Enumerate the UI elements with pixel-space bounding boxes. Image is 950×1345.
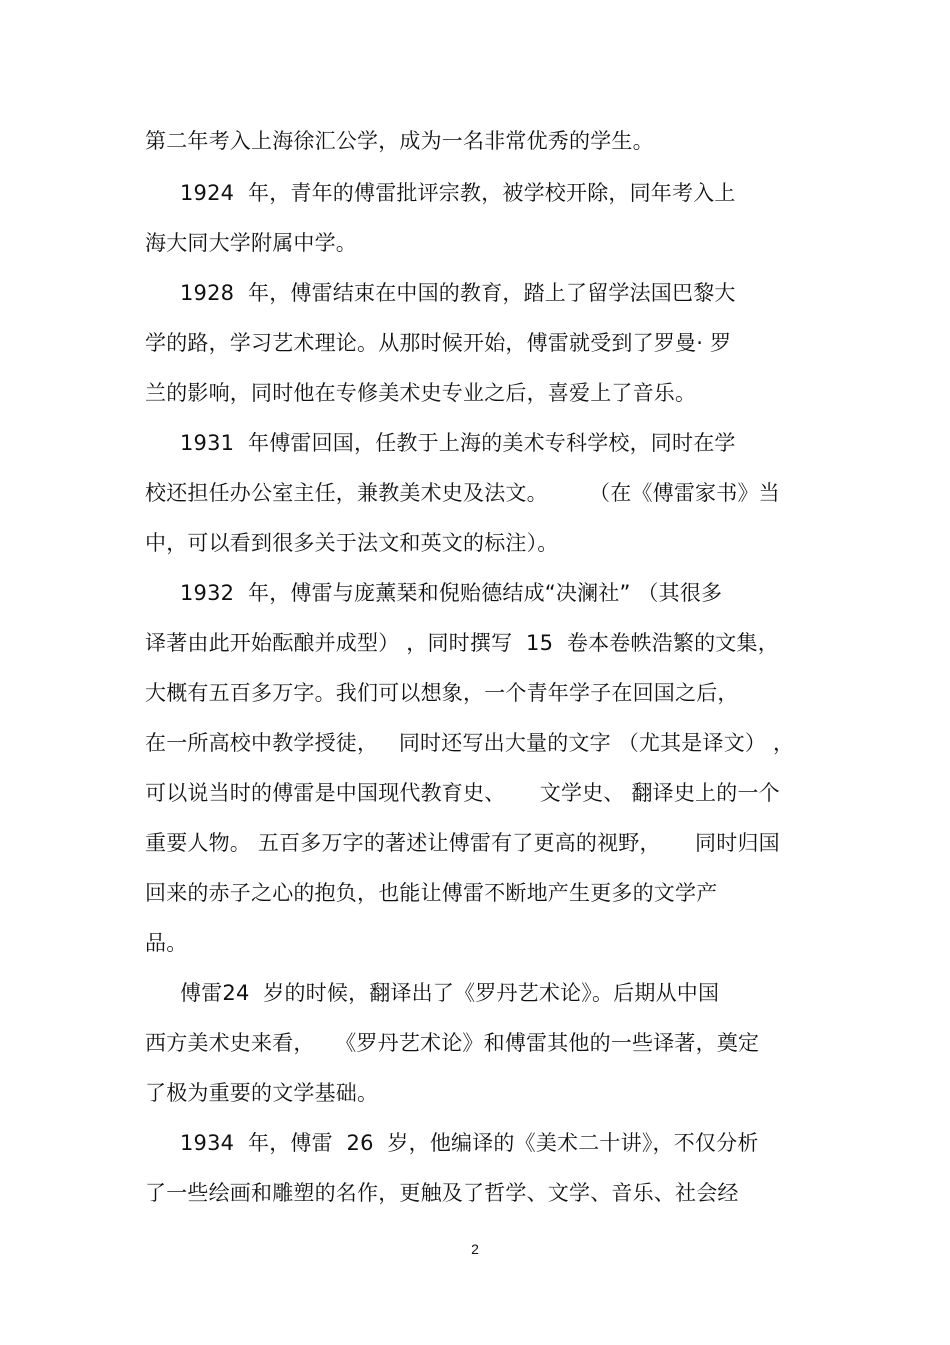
text-line: 1934 年，傅雷 26 岁，他编译的《美术二十讲》，不仅分析 [180,1131,759,1155]
text-line: 校还担任办公室主任，兼教美术史及法文。 （在《傅雷家书》当 [145,481,780,505]
text-line: 中，可以看到很多关于法文和英文的标注）。 [145,531,559,555]
text-line: 了极为重要的文学基础。 [145,1081,379,1105]
text-line: 兰的影响，同时他在专修美术史专业之后，喜爱上了音乐。 [145,381,697,405]
text-line: 1924 年，青年的傅雷批评宗教，被学校开除，同年考入上 [180,181,736,205]
text-line: 译著由此开始酝酿并成型） ，同时撰写 15 卷本卷帙浩繁的文集， [145,631,779,655]
text-line: 1932 年，傅雷与庞薰琹和倪贻德结成“决澜社” （其很多 [180,581,723,605]
text-line: 可以说当时的傅雷是中国现代教育史、 文学史、 翻译史上的一个 [145,781,780,805]
text-line: 1928 年，傅雷结束在中国的教育，踏上了留学法国巴黎大 [180,281,736,305]
text-line: 大概有五百多万字。我们可以想象，一个青年学子在回国之后， [145,681,739,705]
text-line: 第二年考入上海徐汇公学，成为一名非常优秀的学生。 [145,129,654,153]
text-line: 回来的赤子之心的抱负，也能让傅雷不断地产生更多的文学产 [145,881,718,905]
text-line: 了一些绘画和雕塑的名作，更触及了哲学、文学、音乐、社会经 [145,1181,739,1205]
text-line: 海大同大学附属中学。 [145,231,357,255]
text-line: 傅雷24 岁的时候，翻译出了《罗丹艺术论》。后期从中国 [180,981,720,1005]
text-line: 西方美术史来看， 《罗丹艺术论》和傅雷其他的一些译著，奠定 [145,1031,760,1055]
text-line: 品。 [145,931,188,955]
page-number: 2 [471,1241,479,1257]
text-line: 1931 年傅雷回国，任教于上海的美术专科学校，同时在学 [180,431,736,455]
text-line: 重要人物。 五百多万字的著述让傅雷有了更高的视野， 同时归国 [145,831,780,855]
text-line: 在一所高校中教学授徒， 同时还写出大量的文字 （尤其是译文） ， [145,731,795,755]
text-line: 学的路，学习艺术理论。从那时候开始，傅雷就受到了罗曼· 罗 [145,331,732,355]
